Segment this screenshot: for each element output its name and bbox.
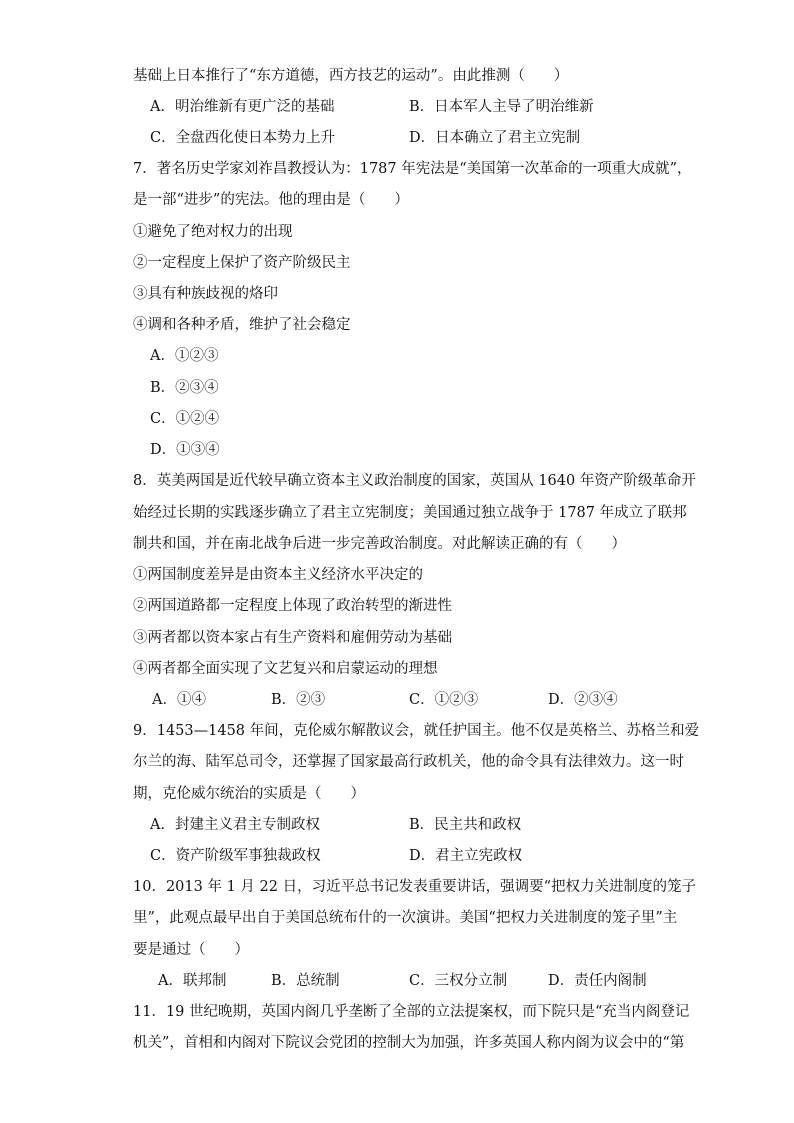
q7-statement-1: ①避免了绝对权力的出现 <box>133 224 293 240</box>
q7-statement-4: ④调和各种矛盾，维护了社会稳定 <box>133 317 351 333</box>
q7-stem-line-2: 是一部“进步”的宪法。他的理由是（ ） <box>133 192 409 208</box>
q10-stem-line-2: 里”，此观点最早出自于美国总统布什的一次演讲。美国“把权力关进制度的笼子里”主 <box>133 910 678 926</box>
q7-statement-3: ③具有种族歧视的烙印 <box>133 286 278 302</box>
q8-stem-line-2: 始经过长期的实践逐步确立了君主立宪制度；美国通过独立战争于 1787 年成立了联邦 <box>133 505 687 521</box>
q7-option-b: B．②③④ <box>150 380 219 396</box>
q7-option-c: C．①②④ <box>150 411 220 427</box>
q8-stem-line-1: 8．英美两国是近代较早确立资本主义政治制度的国家，英国从 1640 年资产阶级革命开 <box>133 473 696 489</box>
q8-stem-line-3: 制共和国，并在南北战争后进一步完善政治制度。对此解读正确的有（ ） <box>133 536 626 552</box>
q7-stem-line-1: 7．著名历史学家刘祚昌教授认为：1787 年宪法是“美国第一次革命的一项重大成就”， <box>133 161 692 177</box>
q11-stem-line-2: 机关”，首相和内阁对下院议会党团的控制大为加强，许多英国人称内阁为议会中的“第 <box>133 1035 685 1051</box>
q8-statement-4: ④两者都全面实现了文艺复兴和启蒙运动的理想 <box>133 661 438 677</box>
q8-statement-3: ③两者都以资本家占有生产资料和雇佣劳动为基础 <box>133 630 452 646</box>
q11-stem-line-1: 11．19 世纪晚期，英国内阁几乎垄断了全部的立法提案权，而下院只是“充当内阁登记 <box>133 1004 690 1020</box>
q9-option-d: D．君主立宪政权 <box>409 848 523 864</box>
q8-option-a: A．①④ <box>152 692 206 708</box>
q6-option-a: A．明治维新有更广泛的基础 <box>150 99 335 115</box>
q9-stem-line-2: 尔兰的海、陆军总司令，还掌握了国家最高行政机关，他的命令具有法律效力。这一时 <box>133 754 684 770</box>
q7-statement-2: ②一定程度上保护了资产阶级民主 <box>133 255 351 271</box>
q9-option-a: A．封建主义君主专制政权 <box>150 817 320 833</box>
q6-option-c: C．全盘西化使日本势力上升 <box>150 130 336 146</box>
q8-statement-2: ②两国道路都一定程度上体现了政治转型的渐进性 <box>133 598 452 614</box>
q9-option-b: B．民主共和政权 <box>409 817 522 833</box>
q9-option-c: C．资产阶级军事独裁政权 <box>150 848 321 864</box>
q6-option-d: D．日本确立了君主立宪制 <box>409 130 581 146</box>
q10-stem-line-3: 要是通过（ ） <box>133 942 249 958</box>
q7-option-a: A．①②③ <box>150 348 219 364</box>
q6-option-b: B．日本军人主导了明治维新 <box>409 99 594 115</box>
q9-stem-line-1: 9．1453—1458 年间，克伦威尔解散议会，就任护国主。他不仅是英格兰、苏格兰和爱 <box>133 723 700 739</box>
q6-stem-tail: 基础上日本推行了“东方道德，西方技艺的运动”。由此推测（ ） <box>133 68 569 84</box>
q8-statement-1: ①两国制度差异是由资本主义经济水平决定的 <box>133 567 423 583</box>
q10-option-b: B．总统制 <box>271 973 340 989</box>
q10-stem-line-1: 10．2013 年 1 月 22 日，习近平总书记发表重要讲话，强调要“把权力关进制度的笼子 <box>133 879 696 895</box>
q7-option-d: D．①③④ <box>150 442 220 458</box>
q10-option-a: A．联邦制 <box>158 973 227 989</box>
q9-stem-line-3: 期，克伦威尔统治的实质是（ ） <box>133 786 365 802</box>
q8-option-c: C．①②③ <box>409 692 479 708</box>
q10-option-d: D．责任内阁制 <box>548 973 647 989</box>
q8-option-b: B．②③ <box>271 692 326 708</box>
q10-option-c: C．三权分立制 <box>409 973 508 989</box>
q8-option-d: D．②③④ <box>548 692 618 708</box>
